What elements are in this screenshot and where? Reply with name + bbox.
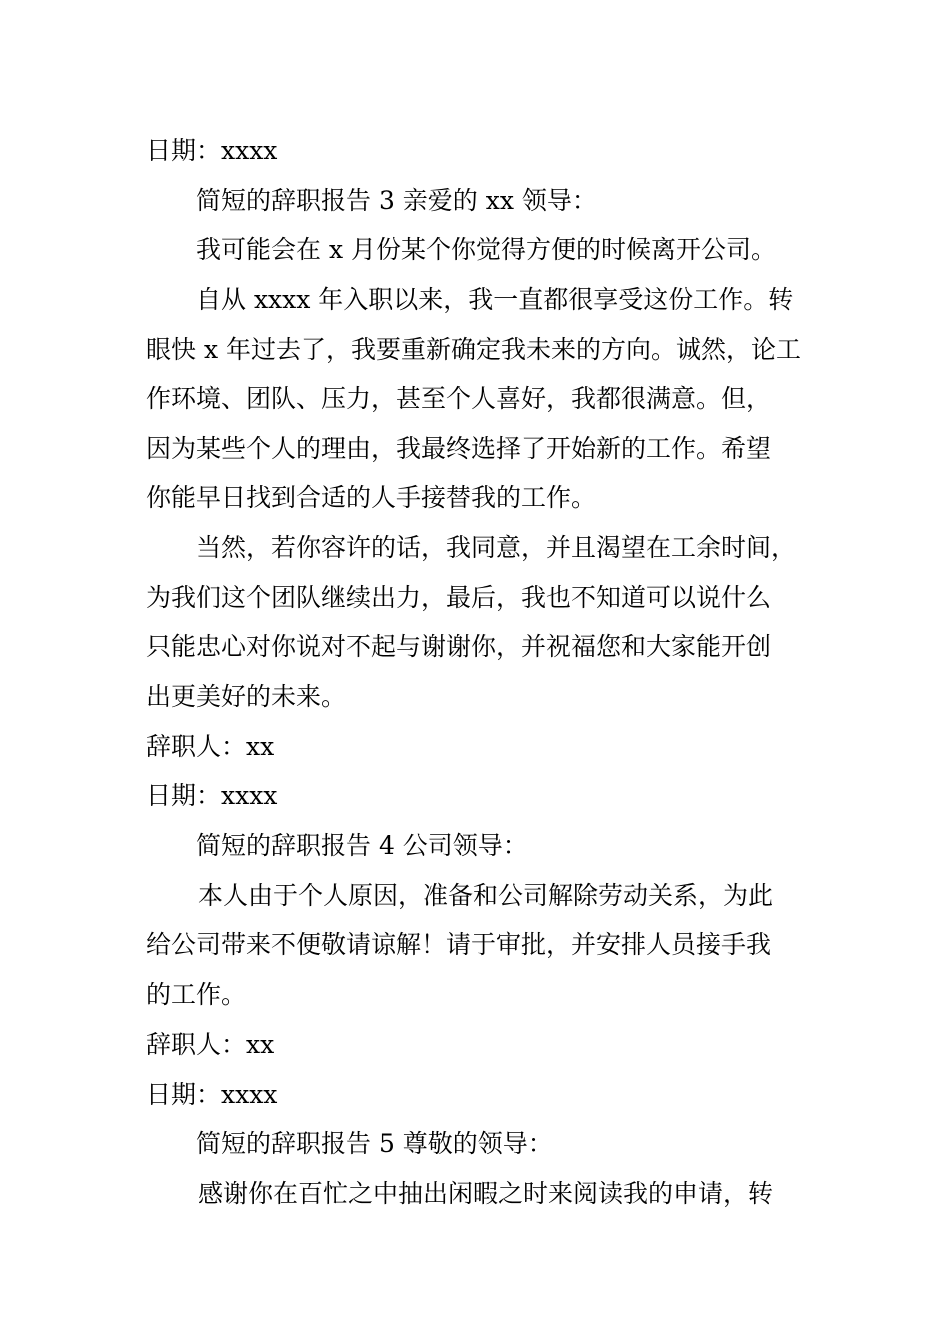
- paragraph-line: 作环境、团队、压力，甚至个人喜好，我都很满意。但，: [146, 384, 772, 413]
- report-3-heading: 简短的辞职报告 3 亲爱的 xx 领导：: [196, 186, 597, 215]
- paragraph-line: 为我们这个团队继续出力，最后，我也不知道可以说什么: [146, 583, 772, 612]
- paragraph-line: 因为某些个人的理由，我最终选择了开始新的工作。希望: [146, 434, 772, 463]
- report-5-heading: 简短的辞职报告 5 尊敬的领导：: [196, 1129, 553, 1158]
- date-line: 日期：xxxx: [146, 1080, 278, 1109]
- date-line: 日期：xxxx: [146, 136, 278, 165]
- paragraph-line: 眼快 x 年过去了，我要重新确定我未来的方向。诚然，论工: [146, 335, 801, 364]
- paragraph-line: 感谢你在百忙之中抽出闲暇之时来阅读我的申请，转: [198, 1179, 774, 1208]
- paragraph-line: 只能忠心对你说对不起与谢谢你，并祝福您和大家能开创: [146, 632, 772, 661]
- paragraph-line: 给公司带来不便敬请谅解！请于审批，并安排人员接手我: [146, 930, 772, 959]
- date-line: 日期：xxxx: [146, 781, 278, 810]
- paragraph-line: 我可能会在 x 月份某个你觉得方便的时候离开公司。: [196, 235, 776, 264]
- paragraph-line: 出更美好的未来。: [146, 682, 347, 711]
- paragraph-line: 你能早日找到合适的人手接替我的工作。: [146, 483, 597, 512]
- paragraph-line: 本人由于个人原因，准备和公司解除劳动关系，为此: [198, 881, 774, 910]
- signer-line: 辞职人：xx: [146, 1030, 275, 1059]
- report-4-heading: 简短的辞职报告 4 公司领导：: [196, 831, 528, 860]
- paragraph-line: 的工作。: [146, 980, 247, 1009]
- signer-line: 辞职人：xx: [146, 732, 275, 761]
- paragraph-line: 自从 xxxx 年入职以来，我一直都很享受这份工作。转: [196, 285, 794, 314]
- paragraph-line: 当然，若你容许的话，我同意，并且渴望在工余时间，: [196, 533, 797, 562]
